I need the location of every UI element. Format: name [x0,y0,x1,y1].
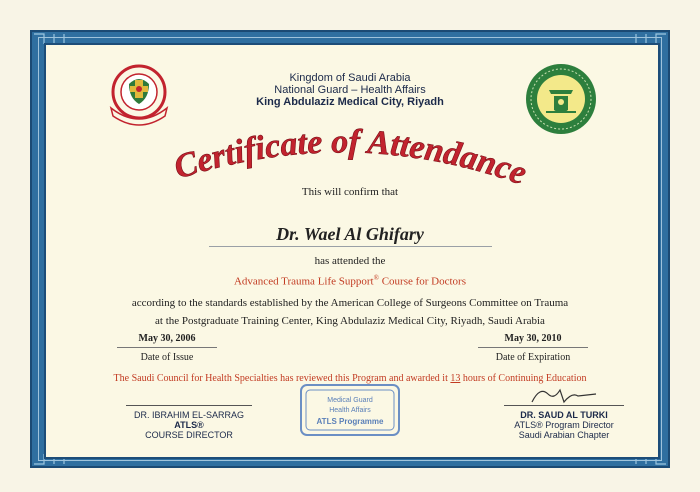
svg-text:Certificate of Attendance [170,123,531,192]
header-organization: National Guard – Health Affairs [274,84,426,96]
cme-hours: 13 [450,373,461,384]
header-country: Kingdom of Saudi Arabia [289,72,411,84]
right-signatory-role: Saudi Arabian Chapter [518,430,610,440]
left-signatory-name: DR. IBRAHIM EL-SARRAG [133,410,245,420]
course-title [0,274,700,288]
confirm-text: This will confirm that [301,186,399,198]
registered-mark: ® [373,274,379,282]
cme-prefix: The Saudi Council for Health Specialties has reviewed this Program and awarded it [113,373,451,384]
stamp-line1: Medical Guard [327,397,373,404]
course-suffix: Course for Doctors [378,275,467,288]
director-signature [526,384,606,406]
left-signature-line [126,405,252,406]
stamp-line3: ATLS Programme [316,417,384,426]
right-signatory [484,410,644,440]
expiration-date-label: Date of Expiration [495,352,571,363]
official-stamp [298,382,402,438]
training-center-text: at the Postgraduate Training Center, King Abdulaziz Medical City, Riyadh, Saudi Arabia [155,315,545,327]
stamp-line2: Health Affairs [329,407,371,414]
name-underline [209,246,492,247]
header-institution: King Abdulaziz Medical City, Riyadh [256,96,444,108]
recipient-name: Dr. Wael Al Ghifary [276,224,424,244]
left-signatory-org: ATLS® [174,420,204,430]
issue-date-line [117,347,217,348]
right-signatory-org: ATLS® Program Director [514,420,614,430]
standards-text: according to the standards established by the American College of Surgeons Committee on Trauma [131,297,569,309]
left-signatory-role: COURSE DIRECTOR [145,430,233,440]
left-signatory [112,410,266,440]
expiration-date-line [478,347,588,348]
course-name: Advanced Trauma Life Support [233,275,374,288]
right-signatory-name: DR. SAUD AL TURKI [520,410,608,420]
right-signature-line [504,405,624,406]
expiration-date: May 30, 2010 [504,333,562,344]
issue-date-label: Date of Issue [140,352,194,363]
attended-text: has attended the [314,255,386,267]
cme-suffix: hours of Continuing Education [460,373,587,384]
certificate-title-text: Certificate of Attendance [169,123,532,193]
issue-date: May 30, 2006 [138,333,196,344]
